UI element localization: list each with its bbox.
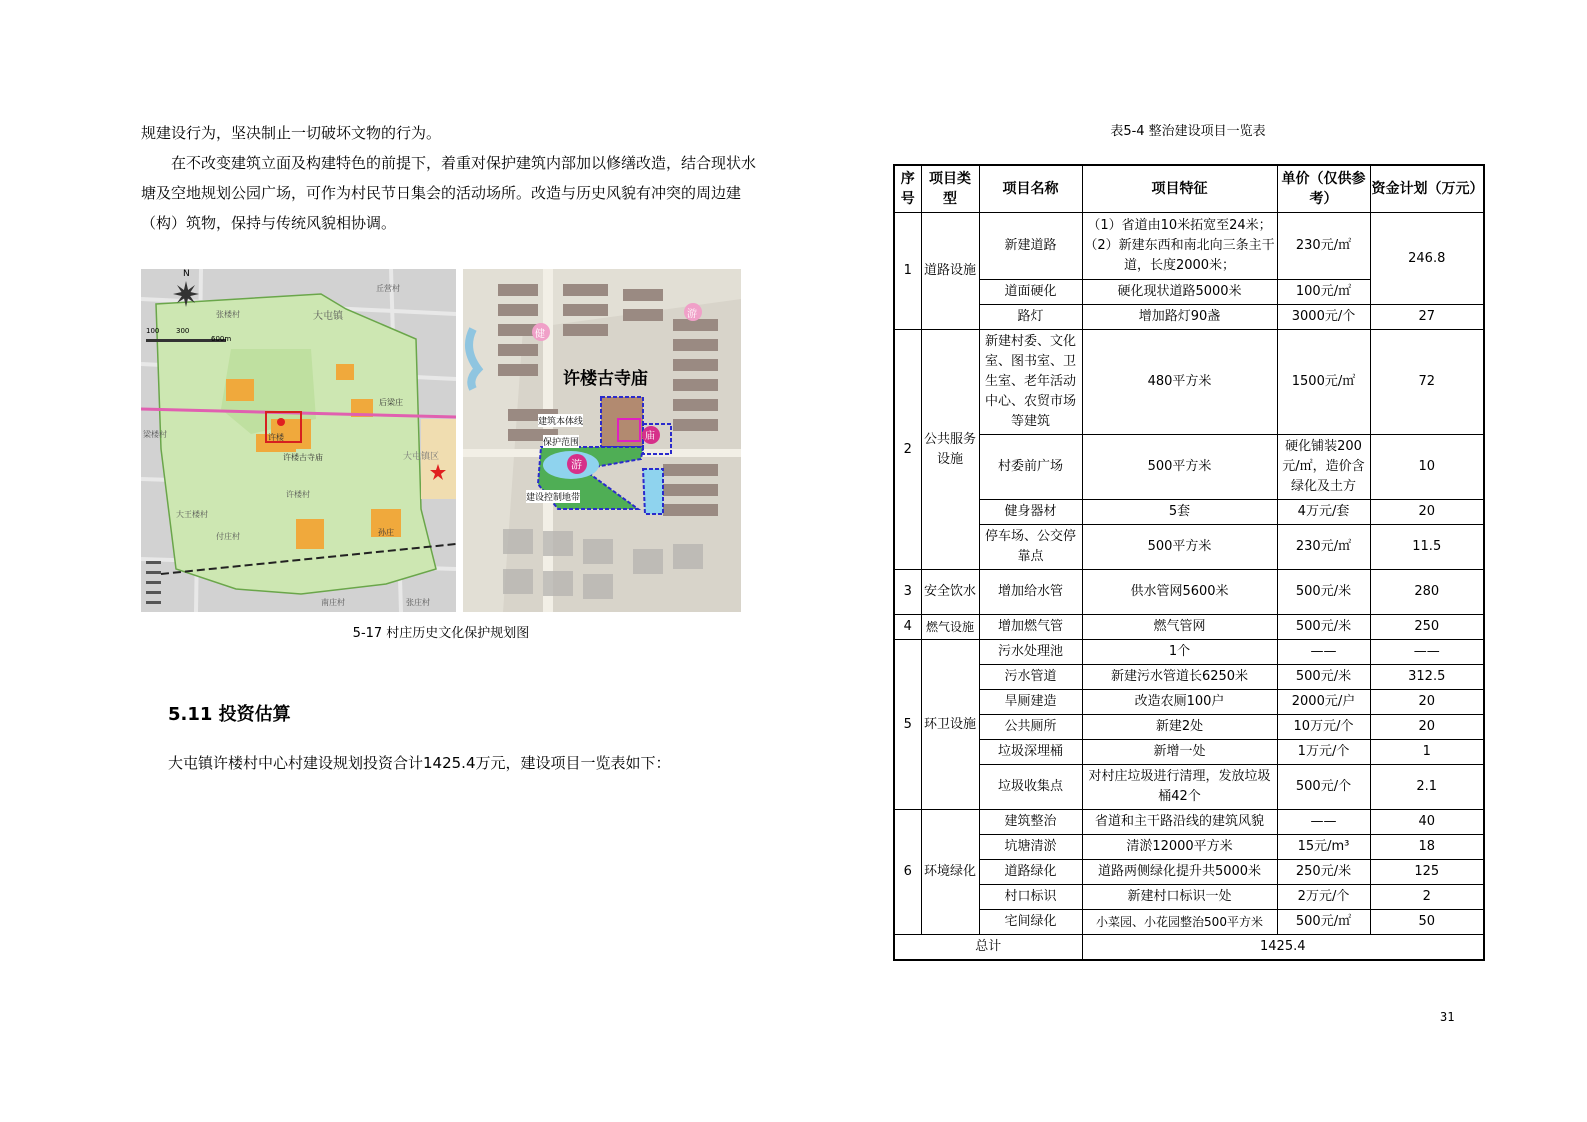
table-row bbox=[894, 640, 1484, 665]
table-row bbox=[894, 715, 1484, 740]
item-fund: 1 bbox=[1370, 740, 1484, 765]
village-label: 丘营村 bbox=[376, 284, 400, 293]
item-fund: 40 bbox=[1370, 810, 1484, 835]
section-body: 大屯镇许楼村中心村建设规划投资合计1425.4万元，建设项目一览表如下： bbox=[168, 754, 671, 772]
item-fund: 250 bbox=[1370, 615, 1484, 640]
item-feature: 500平方米 bbox=[1082, 435, 1277, 500]
item-fund: 246.8 bbox=[1370, 213, 1484, 305]
north-label: N bbox=[183, 269, 190, 279]
project-table bbox=[893, 164, 1485, 961]
item-name: 新建道路 bbox=[979, 213, 1082, 280]
table-header-row bbox=[894, 165, 1484, 213]
temple-badge-label: 庙 bbox=[645, 431, 655, 442]
item-name: 健身器材 bbox=[979, 500, 1082, 525]
item-fund: 2 bbox=[1370, 885, 1484, 910]
fitness-badge-label: 健 bbox=[535, 329, 545, 340]
item-name: 村口标识 bbox=[979, 885, 1082, 910]
item-price: 500元/米 bbox=[1277, 615, 1370, 640]
scale-label-3: 600m bbox=[211, 335, 232, 343]
item-feature: 新建污水管道长6250米 bbox=[1082, 665, 1277, 690]
item-price: 100元/㎡ bbox=[1277, 280, 1370, 305]
item-feature: 5套 bbox=[1082, 500, 1277, 525]
village-label: 大屯镇 bbox=[313, 311, 343, 322]
table-header-cell: 项目类型 bbox=[921, 165, 979, 213]
item-feature: 对村庄垃圾进行清理，发放垃圾桶42个 bbox=[1082, 765, 1277, 810]
item-price: —— bbox=[1277, 640, 1370, 665]
item-name: 公共厕所 bbox=[979, 715, 1082, 740]
village-label: 大王楼村 bbox=[176, 510, 208, 519]
item-name: 新建村委、文化室、图书室、卫生室、老年活动中心、农贸市场等建筑 bbox=[979, 330, 1082, 435]
item-feature: 小菜园、小花园整治500平方米 bbox=[1082, 910, 1277, 935]
item-name: 坑塘清淤 bbox=[979, 835, 1082, 860]
table-header-cell: 资金计划（万元） bbox=[1370, 165, 1484, 213]
item-price: 2万元/个 bbox=[1277, 885, 1370, 910]
group-type: 道路设施 bbox=[921, 213, 979, 330]
group-type: 环境绿化 bbox=[921, 810, 979, 935]
tour-badge-label: 游 bbox=[687, 309, 697, 320]
table-row bbox=[894, 435, 1484, 500]
item-feature: 供水管网5600米 bbox=[1082, 570, 1277, 615]
item-price: 230元/㎡ bbox=[1277, 525, 1370, 570]
item-price: 230元/㎡ bbox=[1277, 213, 1370, 280]
table-row bbox=[894, 885, 1484, 910]
village-label: 后梁庄 bbox=[379, 398, 403, 407]
item-price: 500元/米 bbox=[1277, 570, 1370, 615]
village-label: 许楼古寺庙 bbox=[283, 453, 323, 462]
item-price: 4万元/套 bbox=[1277, 500, 1370, 525]
table-row bbox=[894, 835, 1484, 860]
item-fund: 20 bbox=[1370, 500, 1484, 525]
table-row bbox=[894, 690, 1484, 715]
item-feature: 省道和主干路沿线的建筑风貌 bbox=[1082, 810, 1277, 835]
item-price: 1500元/㎡ bbox=[1277, 330, 1370, 435]
item-name: 旱厕建造 bbox=[979, 690, 1082, 715]
item-feature: 480平方米 bbox=[1082, 330, 1277, 435]
map-canvas bbox=[141, 269, 456, 612]
item-feature: 新建村口标识一处 bbox=[1082, 885, 1277, 910]
group-number: 4 bbox=[894, 615, 921, 640]
item-price: 500元/㎡ bbox=[1277, 910, 1370, 935]
item-fund: 10 bbox=[1370, 435, 1484, 500]
village-label: 付庄村 bbox=[216, 532, 240, 541]
item-fund: —— bbox=[1370, 640, 1484, 665]
item-name: 路灯 bbox=[979, 305, 1082, 330]
item-price: 3000元/个 bbox=[1277, 305, 1370, 330]
group-type: 公共服务设施 bbox=[921, 330, 979, 570]
item-name: 污水处理池 bbox=[979, 640, 1082, 665]
table-header-cell: 单价（仅供参考） bbox=[1277, 165, 1370, 213]
plan-title: 许楼古寺庙 bbox=[563, 369, 648, 389]
item-name: 增加给水管 bbox=[979, 570, 1082, 615]
item-fund: 18 bbox=[1370, 835, 1484, 860]
total-value: 1425.4 bbox=[1082, 935, 1484, 961]
table-header-cell: 项目特征 bbox=[1082, 165, 1277, 213]
item-feature: 增加路灯90盏 bbox=[1082, 305, 1277, 330]
item-name: 垃圾收集点 bbox=[979, 765, 1082, 810]
item-price: —— bbox=[1277, 810, 1370, 835]
item-feature: 500平方米 bbox=[1082, 525, 1277, 570]
item-feature: 新建2处 bbox=[1082, 715, 1277, 740]
item-fund: 50 bbox=[1370, 910, 1484, 935]
group-number: 5 bbox=[894, 640, 921, 810]
item-fund: 20 bbox=[1370, 715, 1484, 740]
item-fund: 2.1 bbox=[1370, 765, 1484, 810]
table-row bbox=[894, 615, 1484, 640]
table-row bbox=[894, 765, 1484, 810]
item-price: 500元/米 bbox=[1277, 665, 1370, 690]
item-price: 500元/个 bbox=[1277, 765, 1370, 810]
group-number: 3 bbox=[894, 570, 921, 615]
paragraph-2: 在不改变建筑立面及构建特色的前提下，着重对保护建筑内部加以修缮改造，结合现状水塘及空地规划公园广场，可作为村民节日集会的活动场所。改造与历史风貌有冲突的周边建（构）筑物，保持与传统风貌相协调。 bbox=[141, 154, 757, 232]
table-total-row bbox=[894, 935, 1484, 961]
item-fund: 125 bbox=[1370, 860, 1484, 885]
paragraph-1: 规建设行为，坚决制止一切破坏文物的行为。 bbox=[141, 124, 442, 142]
group-type: 安全饮水 bbox=[921, 570, 979, 615]
item-fund: 72 bbox=[1370, 330, 1484, 435]
item-price: 硬化铺装200元/㎡，造价含绿化及土方 bbox=[1277, 435, 1370, 500]
item-name: 建筑整治 bbox=[979, 810, 1082, 835]
item-name: 停车场、公交停靠点 bbox=[979, 525, 1082, 570]
item-name: 宅间绿化 bbox=[979, 910, 1082, 935]
village-label: 孙庄 bbox=[378, 528, 394, 537]
figure-caption: 5-17 村庄历史文化保护规划图 bbox=[352, 626, 530, 641]
item-feature: （1）省道由10米拓宽至24米；（2）新建东西和南北向三条主干道，长度2000米； bbox=[1082, 213, 1277, 280]
total-label: 总计 bbox=[894, 935, 1082, 961]
table-header-cell: 序号 bbox=[894, 165, 921, 213]
village-label: 许楼 bbox=[268, 433, 284, 442]
village-label: 许楼村 bbox=[286, 490, 310, 499]
item-feature: 硬化现状道路5000米 bbox=[1082, 280, 1277, 305]
item-price: 2000元/户 bbox=[1277, 690, 1370, 715]
plan-label-control-zone: 建设控制地带 bbox=[526, 490, 580, 503]
item-name: 增加燃气管 bbox=[979, 615, 1082, 640]
item-feature: 燃气管网 bbox=[1082, 615, 1277, 640]
plan-label-outline: 建筑本体线 bbox=[538, 414, 583, 427]
table-row bbox=[894, 330, 1484, 435]
item-price: 250元/米 bbox=[1277, 860, 1370, 885]
item-price: 10万元/个 bbox=[1277, 715, 1370, 740]
item-price: 15元/m³ bbox=[1277, 835, 1370, 860]
page-number: 31 bbox=[1440, 1010, 1455, 1024]
table-row bbox=[894, 305, 1484, 330]
group-type: 环卫设施 bbox=[921, 640, 979, 810]
item-feature: 清淤12000平方米 bbox=[1082, 835, 1277, 860]
item-name: 垃圾深埋桶 bbox=[979, 740, 1082, 765]
section-title: 5.11 投资估算 bbox=[168, 704, 291, 725]
group-number: 1 bbox=[894, 213, 921, 330]
tour-badge-label: 游 bbox=[571, 458, 582, 471]
group-number: 6 bbox=[894, 810, 921, 935]
item-fund: 27 bbox=[1370, 305, 1484, 330]
table-row bbox=[894, 525, 1484, 570]
scale-label-1: 100 bbox=[146, 327, 160, 335]
item-price: 1万元/个 bbox=[1277, 740, 1370, 765]
table-row bbox=[894, 500, 1484, 525]
village-label: 张庄村 bbox=[406, 598, 430, 607]
table-row bbox=[894, 570, 1484, 615]
item-name: 道面硬化 bbox=[979, 280, 1082, 305]
table-row bbox=[894, 910, 1484, 935]
item-name: 污水管道 bbox=[979, 665, 1082, 690]
item-fund: 11.5 bbox=[1370, 525, 1484, 570]
village-label: 南庄村 bbox=[321, 598, 345, 607]
village-label: 大屯镇区 bbox=[403, 452, 440, 462]
table-row bbox=[894, 810, 1484, 835]
item-feature: 道路两侧绿化提升共5000米 bbox=[1082, 860, 1277, 885]
item-fund: 280 bbox=[1370, 570, 1484, 615]
village-label: 梁楼村 bbox=[143, 430, 167, 439]
item-feature: 改造农厕100户 bbox=[1082, 690, 1277, 715]
village-protection-map bbox=[141, 269, 456, 612]
item-feature: 1个 bbox=[1082, 640, 1277, 665]
village-label: 张楼村 bbox=[216, 310, 240, 319]
item-feature: 新增一处 bbox=[1082, 740, 1277, 765]
table-caption: 表5-4 整治建设项目一览表 bbox=[1110, 124, 1266, 139]
table-row bbox=[894, 213, 1484, 280]
group-type: 燃气设施 bbox=[921, 615, 979, 640]
plan-canvas bbox=[463, 269, 741, 612]
group-number: 2 bbox=[894, 330, 921, 570]
scale-label-2: 300 bbox=[176, 327, 190, 335]
table-header-cell: 项目名称 bbox=[979, 165, 1082, 213]
plan-label-protection-range: 保护范围 bbox=[543, 435, 579, 448]
table-row bbox=[894, 665, 1484, 690]
item-fund: 312.5 bbox=[1370, 665, 1484, 690]
item-fund: 20 bbox=[1370, 690, 1484, 715]
item-name: 道路绿化 bbox=[979, 860, 1082, 885]
item-name: 村委前广场 bbox=[979, 435, 1082, 500]
table-row bbox=[894, 740, 1484, 765]
temple-protection-plan bbox=[463, 269, 741, 612]
table-row bbox=[894, 860, 1484, 885]
